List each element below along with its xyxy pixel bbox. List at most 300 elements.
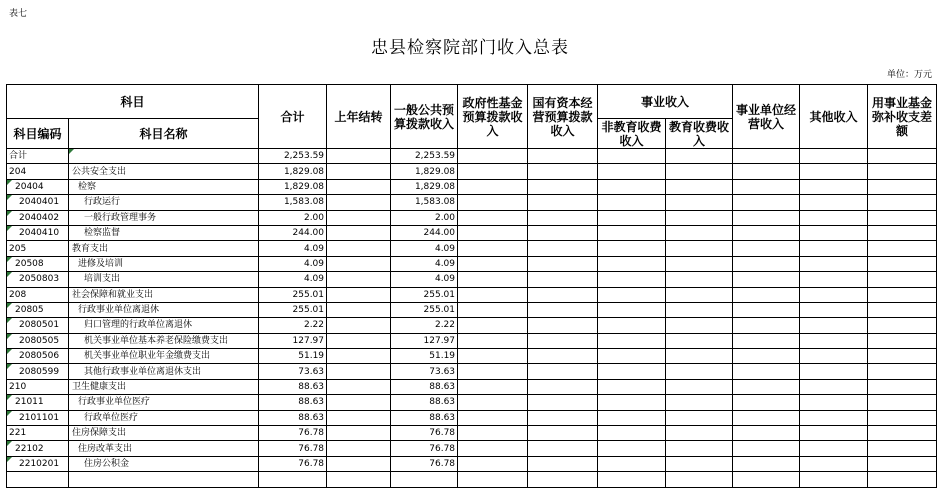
edu-fee-cell	[666, 318, 733, 333]
general-budget-cell: 255.01	[391, 302, 458, 317]
business-unit-income-cell	[733, 256, 800, 271]
total-cell: 2,253.59	[259, 149, 327, 164]
edu-fee-cell	[666, 426, 733, 441]
subject-name-cell	[69, 349, 259, 364]
subject-name-cell	[69, 333, 259, 348]
table-row	[7, 195, 937, 210]
non-edu-fee-cell	[598, 195, 666, 210]
edu-fee-cell	[666, 179, 733, 194]
edu-fee-cell	[666, 333, 733, 348]
carryover-cell	[327, 241, 391, 256]
subject-name: 住房改革支出	[78, 443, 133, 454]
cell-marker-icon	[7, 272, 12, 277]
non-edu-fee-cell	[598, 333, 666, 348]
other-income-cell	[800, 364, 868, 379]
cell-marker-icon	[7, 457, 12, 462]
carryover-cell	[327, 287, 391, 302]
business-unit-income-cell	[733, 318, 800, 333]
business-unit-income-cell	[733, 410, 800, 425]
business-unit-income-cell	[733, 333, 800, 348]
subject-code-cell	[7, 364, 69, 379]
other-income-cell	[800, 426, 868, 441]
subject-name-cell	[69, 410, 259, 425]
subject-code: 2080599	[19, 366, 60, 377]
subject-code-cell	[7, 349, 69, 364]
gov-fund-cell	[458, 241, 528, 256]
cell-marker-icon	[7, 180, 12, 185]
subject-code-cell	[7, 195, 69, 210]
subject-code: 2040410	[19, 228, 60, 239]
header-carryover: 上年结转	[327, 85, 391, 149]
business-unit-income-cell	[733, 164, 800, 179]
total-cell: 73.63	[259, 364, 327, 379]
carryover-cell	[327, 195, 391, 210]
non-edu-fee-cell	[598, 379, 666, 394]
non-edu-fee-cell	[598, 149, 666, 164]
edu-fee-cell	[666, 456, 733, 471]
business-fund-offset-cell	[868, 410, 937, 425]
general-budget-cell: 4.09	[391, 272, 458, 287]
business-fund-offset-cell	[868, 256, 937, 271]
gov-fund-cell	[458, 410, 528, 425]
general-budget-cell: 4.09	[391, 241, 458, 256]
carryover-cell	[327, 318, 391, 333]
subject-name: 机关事业单位职业年金缴费支出	[84, 351, 211, 362]
general-budget-cell: 88.63	[391, 410, 458, 425]
carryover-cell	[327, 364, 391, 379]
other-income-cell	[800, 179, 868, 194]
subject-code: 221	[9, 428, 27, 439]
edu-fee-cell	[666, 349, 733, 364]
carryover-cell	[327, 441, 391, 456]
non-edu-fee-cell	[598, 241, 666, 256]
table-row	[7, 395, 937, 410]
subject-code: 210	[9, 382, 27, 393]
table-row	[7, 179, 937, 194]
subject-name-cell	[69, 210, 259, 225]
gov-fund-cell	[458, 364, 528, 379]
subject-name-cell	[69, 441, 259, 456]
carryover-cell	[327, 426, 391, 441]
table-row	[7, 149, 937, 164]
business-unit-income-cell	[733, 426, 800, 441]
total-cell: 76.78	[259, 441, 327, 456]
state-capital-cell	[528, 225, 598, 240]
business-unit-income-cell	[733, 195, 800, 210]
state-capital-cell	[528, 379, 598, 394]
business-fund-offset-cell	[868, 179, 937, 194]
subject-name: 检察	[78, 181, 97, 192]
state-capital-cell	[528, 164, 598, 179]
cell-marker-icon	[69, 149, 74, 154]
subject-code-cell	[7, 210, 69, 225]
subject-code: 2080501	[19, 320, 60, 331]
business-fund-offset-cell	[868, 149, 937, 164]
other-income-cell	[800, 318, 868, 333]
subject-code-cell	[7, 164, 69, 179]
table-number-label: 表七	[9, 9, 28, 19]
subject-code-cell	[7, 472, 69, 487]
header-business-income: 事业收入	[598, 85, 733, 119]
subject-name: 一般行政管理事务	[84, 212, 157, 223]
table-row	[7, 410, 937, 425]
subject-name-cell	[69, 256, 259, 271]
other-income-cell	[800, 379, 868, 394]
subject-name: 检察监督	[84, 228, 121, 239]
non-edu-fee-cell	[598, 426, 666, 441]
state-capital-cell	[528, 256, 598, 271]
edu-fee-cell	[666, 302, 733, 317]
business-fund-offset-cell	[868, 364, 937, 379]
carryover-cell	[327, 225, 391, 240]
other-income-cell	[800, 456, 868, 471]
state-capital-cell	[528, 195, 598, 210]
gov-fund-cell	[458, 256, 528, 271]
subject-name-cell	[69, 456, 259, 471]
business-fund-offset-cell	[868, 379, 937, 394]
business-unit-income-cell	[733, 472, 800, 487]
subject-code: 2080505	[19, 335, 60, 346]
total-cell	[259, 472, 327, 487]
edu-fee-cell	[666, 225, 733, 240]
subject-name-cell	[69, 241, 259, 256]
total-cell: 51.19	[259, 349, 327, 364]
total-cell: 76.78	[259, 426, 327, 441]
edu-fee-cell	[666, 287, 733, 302]
subject-name-cell	[69, 395, 259, 410]
gov-fund-cell	[458, 302, 528, 317]
business-fund-offset-cell	[868, 318, 937, 333]
gov-fund-cell	[458, 333, 528, 348]
general-budget-cell: 127.97	[391, 333, 458, 348]
gov-fund-cell	[458, 225, 528, 240]
general-budget-cell: 51.19	[391, 349, 458, 364]
gov-fund-cell	[458, 472, 528, 487]
subject-name: 住房公积金	[84, 459, 130, 469]
subject-name-cell	[69, 472, 259, 487]
subject-code: 2050803	[19, 274, 60, 285]
general-budget-cell: 2,253.59	[391, 149, 458, 164]
total-cell: 255.01	[259, 287, 327, 302]
header-edu-fee: 教育收费收入	[666, 119, 733, 149]
total-cell: 88.63	[259, 410, 327, 425]
non-edu-fee-cell	[598, 349, 666, 364]
business-fund-offset-cell	[868, 272, 937, 287]
business-unit-income-cell	[733, 287, 800, 302]
subject-name-cell	[69, 179, 259, 194]
total-cell: 1,829.08	[259, 179, 327, 194]
business-unit-income-cell	[733, 349, 800, 364]
non-edu-fee-cell	[598, 210, 666, 225]
business-fund-offset-cell	[868, 349, 937, 364]
header-total: 合计	[259, 85, 327, 149]
non-edu-fee-cell	[598, 441, 666, 456]
table-row	[7, 272, 937, 287]
table-row	[7, 426, 937, 441]
cell-marker-icon	[7, 257, 12, 262]
general-budget-cell: 76.78	[391, 426, 458, 441]
business-fund-offset-cell	[868, 302, 937, 317]
other-income-cell	[800, 333, 868, 348]
subject-code: 2040401	[19, 197, 60, 208]
carryover-cell	[327, 210, 391, 225]
business-fund-offset-cell	[868, 456, 937, 471]
business-fund-offset-cell	[868, 441, 937, 456]
unit-label: 单位：万元	[886, 70, 932, 80]
state-capital-cell	[528, 410, 598, 425]
non-edu-fee-cell	[598, 302, 666, 317]
subject-code-cell	[7, 241, 69, 256]
carryover-cell	[327, 395, 391, 410]
total-cell: 76.78	[259, 456, 327, 471]
subject-name: 机关事业单位基本养老保险缴费支出	[84, 335, 229, 346]
subject-code: 合计	[9, 151, 28, 162]
other-income-cell	[800, 149, 868, 164]
subject-code-cell	[7, 395, 69, 410]
edu-fee-cell	[666, 149, 733, 164]
edu-fee-cell	[666, 164, 733, 179]
subject-name-cell	[69, 164, 259, 179]
cell-marker-icon	[7, 334, 12, 339]
business-unit-income-cell	[733, 210, 800, 225]
subject-code-cell	[7, 410, 69, 425]
general-budget-cell: 255.01	[391, 287, 458, 302]
cell-marker-icon	[7, 211, 12, 216]
state-capital-cell	[528, 241, 598, 256]
subject-name-cell	[69, 364, 259, 379]
non-edu-fee-cell	[598, 395, 666, 410]
table-row	[7, 256, 937, 271]
subject-code-cell	[7, 379, 69, 394]
subject-code: 20508	[15, 258, 44, 269]
gov-fund-cell	[458, 349, 528, 364]
gov-fund-cell	[458, 441, 528, 456]
non-edu-fee-cell	[598, 179, 666, 194]
total-cell: 4.09	[259, 241, 327, 256]
subject-name: 行政单位医疗	[84, 412, 139, 423]
gov-fund-cell	[458, 149, 528, 164]
gov-fund-cell	[458, 395, 528, 410]
state-capital-cell	[528, 272, 598, 287]
subject-name-cell	[69, 195, 259, 210]
other-income-cell	[800, 195, 868, 210]
table-row	[7, 302, 937, 317]
table-row	[7, 379, 937, 394]
subject-code: 2210201	[19, 459, 60, 469]
state-capital-cell	[528, 472, 598, 487]
cell-marker-icon	[7, 411, 12, 416]
subject-code: 204	[9, 166, 27, 177]
header-business-fund-offset: 用事业基金弥补收支差额	[868, 85, 937, 149]
subject-name: 进修及培训	[78, 258, 124, 269]
subject-code: 21011	[15, 397, 44, 408]
header-gov-fund: 政府性基金预算拨款收入	[458, 85, 528, 149]
edu-fee-cell	[666, 256, 733, 271]
subject-name: 社会保障和就业支出	[72, 289, 154, 300]
table-row	[7, 441, 937, 456]
table-row	[7, 472, 937, 487]
table-row	[7, 225, 937, 240]
gov-fund-cell	[458, 379, 528, 394]
subject-code-cell	[7, 441, 69, 456]
total-cell: 1,583.08	[259, 195, 327, 210]
gov-fund-cell	[458, 210, 528, 225]
business-fund-offset-cell	[868, 287, 937, 302]
business-unit-income-cell	[733, 149, 800, 164]
other-income-cell	[800, 410, 868, 425]
total-cell: 127.97	[259, 333, 327, 348]
subject-name-cell	[69, 426, 259, 441]
state-capital-cell	[528, 318, 598, 333]
non-edu-fee-cell	[598, 318, 666, 333]
business-unit-income-cell	[733, 272, 800, 287]
business-fund-offset-cell	[868, 333, 937, 348]
table-row	[7, 287, 937, 302]
non-edu-fee-cell	[598, 456, 666, 471]
business-unit-income-cell	[733, 179, 800, 194]
business-fund-offset-cell	[868, 225, 937, 240]
subject-name: 其他行政事业单位离退休支出	[84, 366, 202, 377]
general-budget-cell: 4.09	[391, 256, 458, 271]
non-edu-fee-cell	[598, 272, 666, 287]
other-income-cell	[800, 225, 868, 240]
carryover-cell	[327, 410, 391, 425]
business-unit-income-cell	[733, 395, 800, 410]
header-subject-code: 科目编码	[7, 119, 69, 149]
general-budget-cell: 2.00	[391, 210, 458, 225]
other-income-cell	[800, 287, 868, 302]
subject-code-cell	[7, 179, 69, 194]
total-cell: 244.00	[259, 225, 327, 240]
other-income-cell	[800, 395, 868, 410]
other-income-cell	[800, 472, 868, 487]
business-unit-income-cell	[733, 364, 800, 379]
subject-name: 公共安全支出	[72, 166, 127, 177]
general-budget-cell: 1,829.08	[391, 179, 458, 194]
business-unit-income-cell	[733, 379, 800, 394]
carryover-cell	[327, 333, 391, 348]
state-capital-cell	[528, 210, 598, 225]
subject-code: 208	[9, 289, 27, 300]
total-cell: 2.00	[259, 210, 327, 225]
general-budget-cell: 76.78	[391, 441, 458, 456]
gov-fund-cell	[458, 272, 528, 287]
carryover-cell	[327, 272, 391, 287]
edu-fee-cell	[666, 364, 733, 379]
table-row	[7, 364, 937, 379]
subject-code-cell	[7, 333, 69, 348]
state-capital-cell	[528, 364, 598, 379]
general-budget-cell: 73.63	[391, 364, 458, 379]
cell-marker-icon	[7, 226, 12, 231]
business-fund-offset-cell	[868, 472, 937, 487]
edu-fee-cell	[666, 472, 733, 487]
carryover-cell	[327, 256, 391, 271]
cell-marker-icon	[7, 349, 12, 354]
table-row	[7, 241, 937, 256]
other-income-cell	[800, 302, 868, 317]
general-budget-cell	[391, 472, 458, 487]
business-unit-income-cell	[733, 441, 800, 456]
subject-code-cell	[7, 225, 69, 240]
subject-code: 22102	[15, 443, 44, 454]
state-capital-cell	[528, 149, 598, 164]
subject-code: 20805	[15, 305, 44, 316]
state-capital-cell	[528, 333, 598, 348]
business-fund-offset-cell	[868, 426, 937, 441]
edu-fee-cell	[666, 241, 733, 256]
other-income-cell	[800, 349, 868, 364]
general-budget-cell: 76.78	[391, 456, 458, 471]
subject-code-cell	[7, 256, 69, 271]
subject-code-cell	[7, 426, 69, 441]
gov-fund-cell	[458, 456, 528, 471]
table-row	[7, 318, 937, 333]
subject-code: 205	[9, 243, 27, 254]
general-budget-cell: 1,829.08	[391, 164, 458, 179]
table-row	[7, 349, 937, 364]
cell-marker-icon	[7, 364, 12, 369]
table-row	[7, 164, 937, 179]
business-fund-offset-cell	[868, 241, 937, 256]
table-row	[7, 456, 937, 471]
carryover-cell	[327, 349, 391, 364]
state-capital-cell	[528, 302, 598, 317]
header-subject: 科目	[7, 85, 259, 119]
general-budget-cell: 244.00	[391, 225, 458, 240]
subject-name: 住房保障支出	[72, 428, 127, 439]
total-cell: 4.09	[259, 256, 327, 271]
other-income-cell	[800, 441, 868, 456]
subject-code-cell	[7, 149, 69, 164]
subject-name: 卫生健康支出	[72, 382, 127, 393]
total-cell: 88.63	[259, 379, 327, 394]
total-cell: 2.22	[259, 318, 327, 333]
carryover-cell	[327, 149, 391, 164]
subject-code: 2101101	[19, 412, 60, 423]
subject-code-cell	[7, 272, 69, 287]
table-row	[7, 210, 937, 225]
subject-name: 教育支出	[72, 243, 109, 254]
state-capital-cell	[528, 426, 598, 441]
subject-name-cell	[69, 287, 259, 302]
subject-code-cell	[7, 456, 69, 471]
total-cell: 255.01	[259, 302, 327, 317]
subject-code-cell	[7, 302, 69, 317]
business-fund-offset-cell	[868, 195, 937, 210]
business-unit-income-cell	[733, 456, 800, 471]
subject-name-cell	[69, 379, 259, 394]
general-budget-cell: 2.22	[391, 318, 458, 333]
non-edu-fee-cell	[598, 472, 666, 487]
cell-marker-icon	[7, 395, 12, 400]
gov-fund-cell	[458, 318, 528, 333]
subject-name-cell	[69, 318, 259, 333]
business-unit-income-cell	[733, 302, 800, 317]
subject-code: 20404	[15, 181, 44, 192]
cell-marker-icon	[7, 303, 12, 308]
subject-name-cell	[69, 225, 259, 240]
other-income-cell	[800, 210, 868, 225]
general-budget-cell: 88.63	[391, 395, 458, 410]
state-capital-cell	[528, 441, 598, 456]
non-edu-fee-cell	[598, 410, 666, 425]
edu-fee-cell	[666, 379, 733, 394]
non-edu-fee-cell	[598, 287, 666, 302]
state-capital-cell	[528, 456, 598, 471]
income-table	[6, 84, 937, 488]
subject-name: 归口管理的行政单位离退休	[84, 320, 193, 331]
